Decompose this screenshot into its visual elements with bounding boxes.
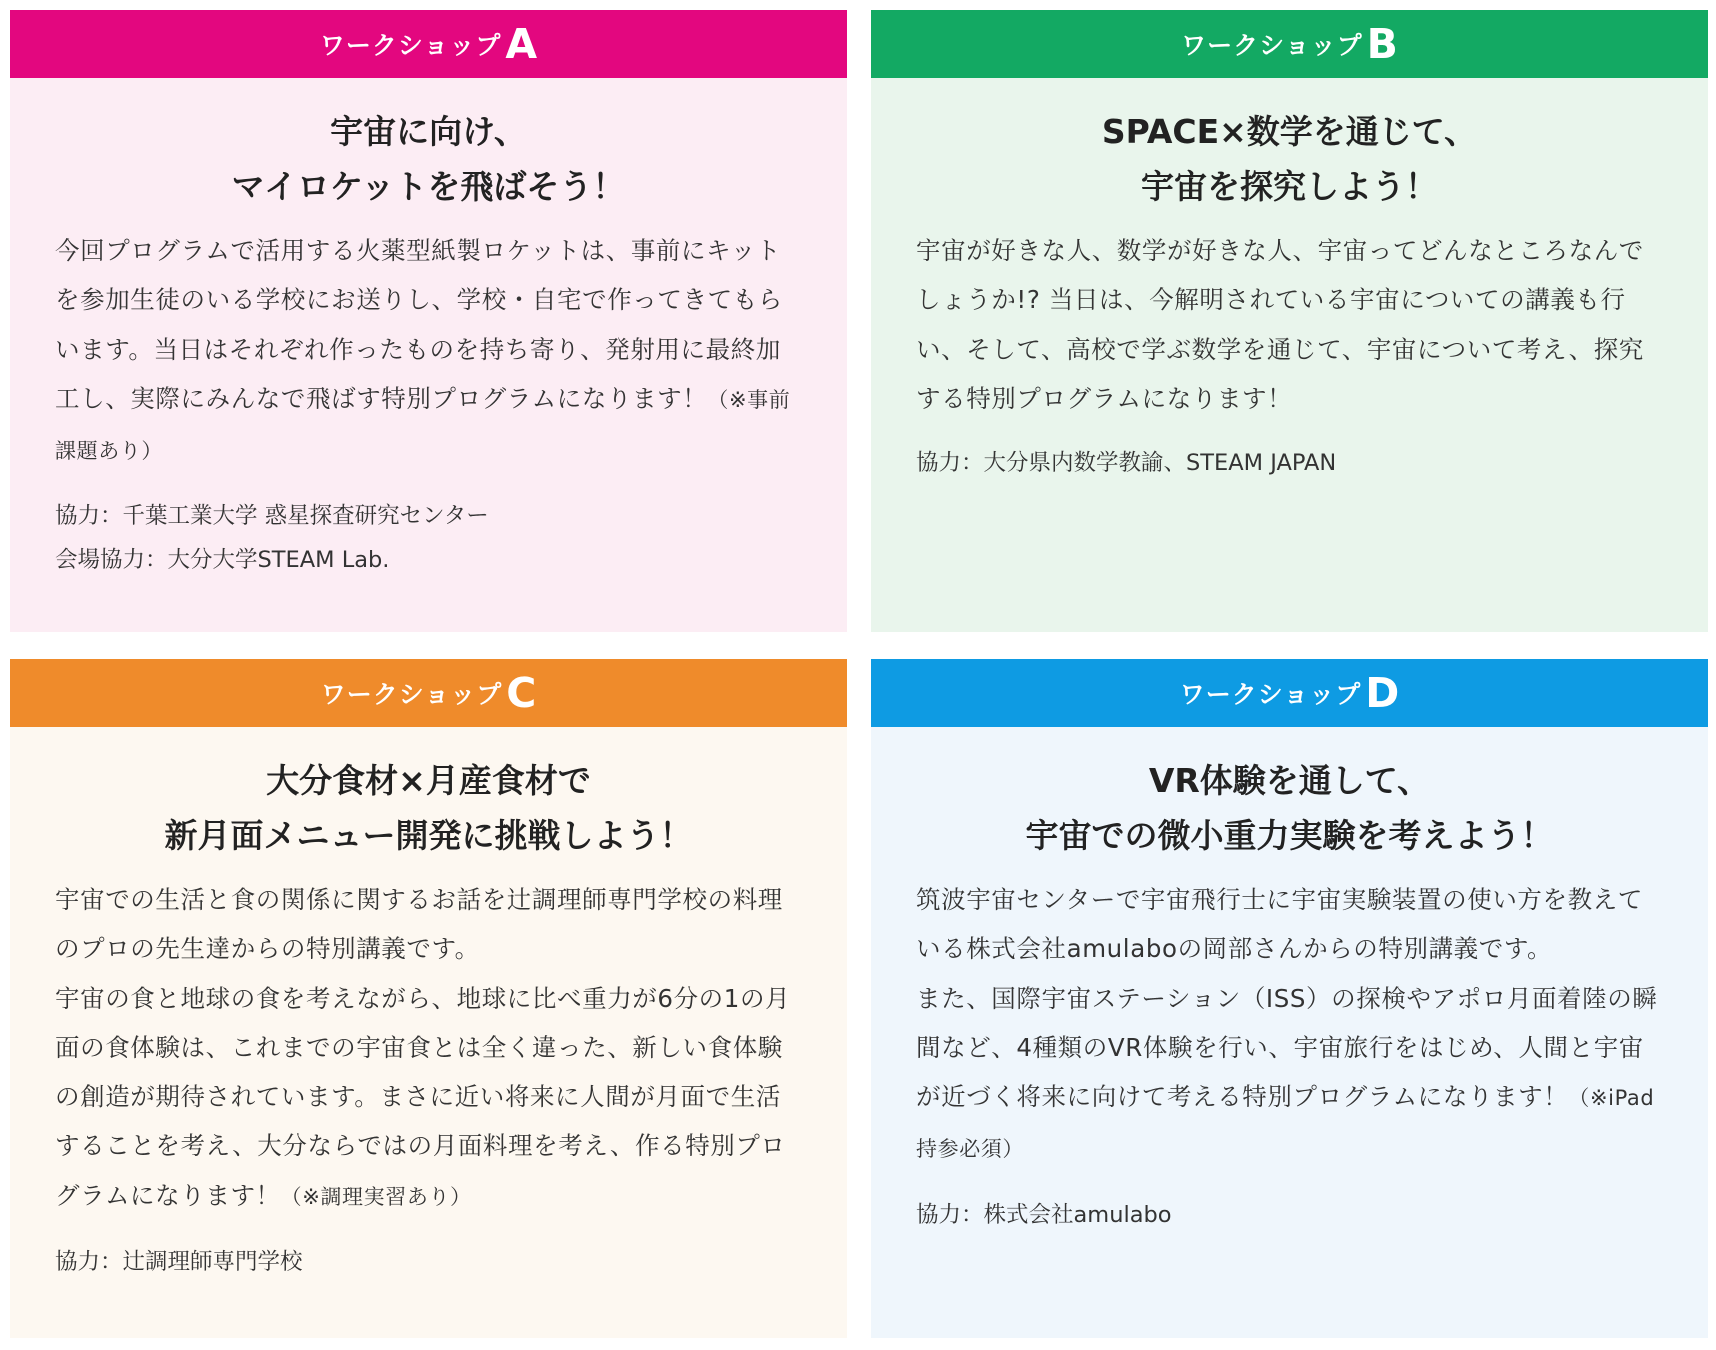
title-line: SPACE×数学を通じて、 [1101, 112, 1478, 151]
workshop-label: ワークショップ [319, 31, 502, 60]
description-paragraph: 筑波宇宙センターで宇宙飛行士に宇宙実験装置の使い方を教えている株式会社amulaboの岡部さんからの特別講義です。 [916, 885, 1643, 964]
credit-line: 協力：千葉工業大学 惑星探査研究センター [55, 503, 489, 530]
workshop-label: ワークショップ [1179, 680, 1362, 709]
description-paragraph: 今回プログラムで活用する火薬型紙製ロケットは、事前にキットを参加生徒のいる学校にお送りし、学校・自宅で作ってきてもらいます。当日はそれぞれ作ったものを持ち寄り、発射用に最終加工し、実際にみんなで飛ばす特別プログラムになります！ [55, 236, 783, 413]
workshop-title [871, 104, 1708, 214]
title-line: 大分食材×月産食材で [266, 761, 591, 800]
workshop-description [916, 875, 1664, 1175]
workshop-letter: D [1365, 668, 1400, 717]
workshop-description [55, 226, 803, 476]
workshop-letter: A [505, 19, 538, 68]
workshop-card-d [871, 659, 1708, 1338]
title-line: マイロケットを飛ばそう！ [231, 167, 626, 206]
description-paragraph: 宇宙での生活と食の関係に関するお話を辻調理師専門学校の料理のプロの先生達からの特別講義です。 [55, 885, 783, 964]
workshop-title [10, 104, 847, 214]
workshop-letter: C [506, 668, 537, 717]
workshop-header-c [10, 659, 847, 727]
description-paragraph: 宇宙の食と地球の食を考えながら、地球に比べ重力が6分の1の月面の食体験は、これまでの宇宙食とは全く違った、新しい食体験の創造が期待されています。まさに近い将来に人間が月面で生活することを考え、大分ならではの月面料理を考え、作る特別プログラムになります！ [55, 983, 791, 1210]
description-note: （※調理実習あり） [280, 1184, 472, 1209]
credit-line: 協力：株式会社amulabo [916, 1201, 1172, 1228]
workshop-credits [55, 1240, 803, 1284]
workshop-description [55, 875, 803, 1222]
description-paragraph: 宇宙が好きな人、数学が好きな人、宇宙ってどんなところなんでしょうか!? 当日は、今解明されている宇宙についての講義も行い、そして、高校で学ぶ数学を通じて、宇宙について考え、探究する特別プログラムになります！ [916, 236, 1644, 413]
credit-line: 会場協力：大分大学STEAM Lab. [55, 547, 390, 574]
title-line: 宇宙に向け、 [330, 112, 527, 151]
workshop-title [871, 753, 1708, 863]
workshop-title [10, 753, 847, 863]
workshop-credits [55, 494, 803, 582]
workshop-label: ワークショップ [320, 680, 503, 709]
workshop-header-a [10, 10, 847, 78]
workshop-card-c [10, 659, 847, 1338]
workshop-header-d [871, 659, 1708, 727]
workshop-label: ワークショップ [1181, 31, 1363, 60]
title-line: VR体験を通して、 [1148, 761, 1431, 800]
description-note: （※事前課題あり） [55, 387, 791, 464]
workshop-header-b [871, 10, 1708, 78]
credit-line: 協力：辻調理師専門学校 [55, 1249, 303, 1276]
workshop-card-a [10, 10, 847, 632]
description-paragraph: また、国際宇宙ステーション（ISS）の探検やアポロ月面着陸の瞬間など、4種類のVR体験を行い、宇宙旅行をはじめ、人間と宇宙が近づく将来に向けて考える特別プログラムになります！ [916, 983, 1658, 1112]
credit-line: 協力：大分県内数学教諭、STEAM JAPAN [916, 450, 1337, 477]
workshop-credits [916, 441, 1664, 485]
workshop-card-b [871, 10, 1708, 632]
workshop-description [916, 226, 1664, 423]
description-note: （※iPad持参必須） [916, 1086, 1655, 1162]
title-line: 宇宙での微小重力実験を考えよう！ [1025, 816, 1554, 855]
workshop-letter: B [1366, 19, 1398, 68]
title-line: 宇宙を探究しよう！ [1141, 167, 1438, 206]
title-line: 新月面メニュー開発に挑戦しよう！ [164, 816, 693, 855]
workshop-credits [916, 1193, 1664, 1237]
